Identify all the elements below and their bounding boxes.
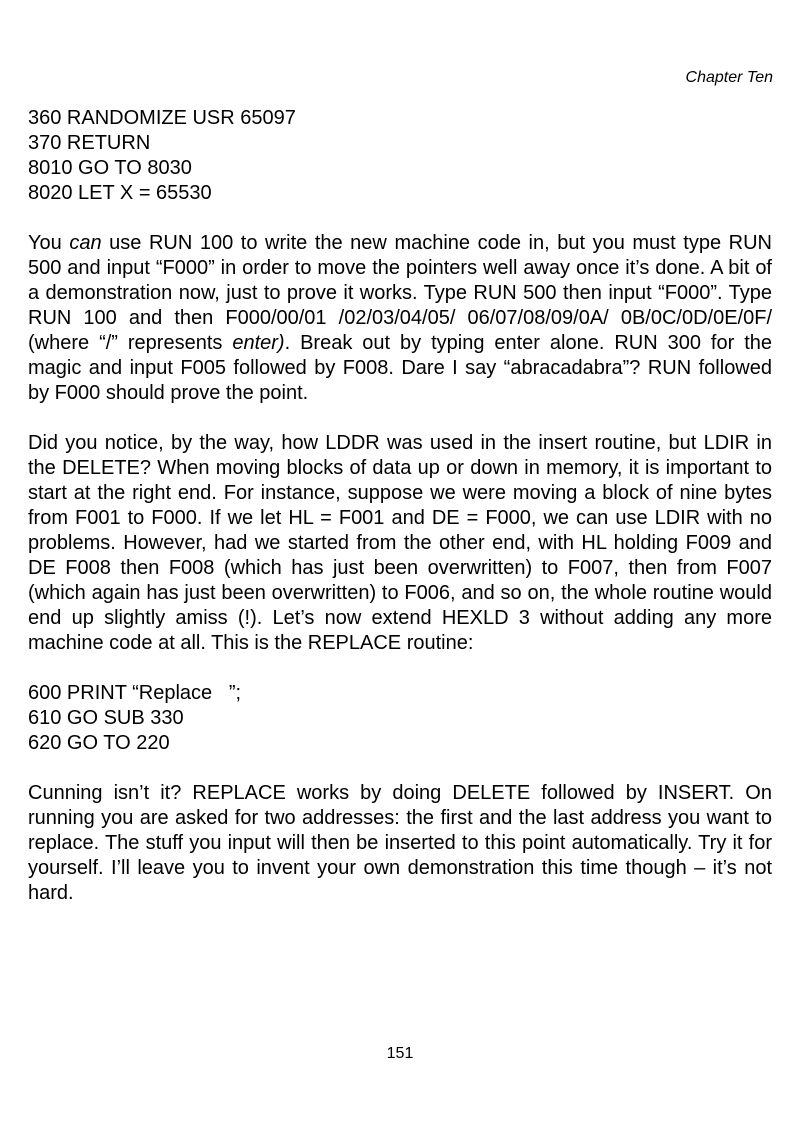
paragraph-gap [28,656,772,681]
text-run: You [28,232,70,254]
code-line: 610 GO SUB 330 [28,707,184,729]
paragraph-lddr-ldir: Did you notice, by the way, how LDDR was used in the insert routine, but LDIR in the DELETE? When moving blocks of data up or down in memory, it is important to start at the right end. For instance, suppose we were moving a block of nine bytes from F001 to F000. If we let HL = F001 and DE = F000, we can use LDIR with no problems. However, had we started from the other end, with HL holding F009 and DE F008 then F008 (which has just been overwritten) to F007, then from F007 (which again has just been overwritten) to F006, and so on, the whole routine would end up slightly amiss (!). Let’s now extend HEXLD 3 without adding any more machine code at all. This is the REPLACE routine: [28,432,772,654]
code-line: 620 GO TO 220 [28,732,170,754]
paragraph-replace: Cunning isn’t it? REPLACE works by doing DELETE followed by INSERT. On running you are asked for two addresses: the first and the last address you want to replace. The stuff you input will then be inserted to this point automatically. Try it for yourself. I’ll leave you to invent your own demonstration this time though – it’s not hard. [28,782,772,904]
paragraph-gap [28,406,772,431]
emphasis-enter: enter) [232,332,285,354]
chapter-header: Chapter Ten [685,69,773,86]
text-run: use RUN 100 to write the new machine code in, but you must type RUN 500 and input “F000” in order to move the pointers well away once it’s done. A bit of a demonstration now, just to prove it works. Type RUN 500 then input “F000”. Type RUN 100 and then F000/00/01 /02/03/04/05/ 06/07/08/09/0A/ 0B/0C/0D/0E/0F/ (where “/” represents [28,232,772,354]
page-number: 151 [386,1045,414,1062]
code-line: 360 RANDOMIZE USR 65097 [28,107,296,129]
code-listing-2 [28,681,772,756]
code-line: 370 RETURN [28,132,151,154]
page-body [28,106,772,906]
emphasis-can: can [69,232,102,254]
code-line: 8020 LET X = 65530 [28,182,212,204]
code-listing-1 [28,106,772,206]
paragraph-run-instructions [28,231,772,406]
code-line: 8010 GO TO 8030 [28,157,192,179]
paragraph-gap [28,756,772,781]
text-run: . Break out by typing enter alone. RUN 300 for the magic and input F005 followed by F008. Dare I say “abracadabra”? RUN followed by F000 should prove the point. [28,332,772,404]
paragraph-gap [28,206,772,231]
code-line: 600 PRINT “Replace ”; [28,682,242,704]
